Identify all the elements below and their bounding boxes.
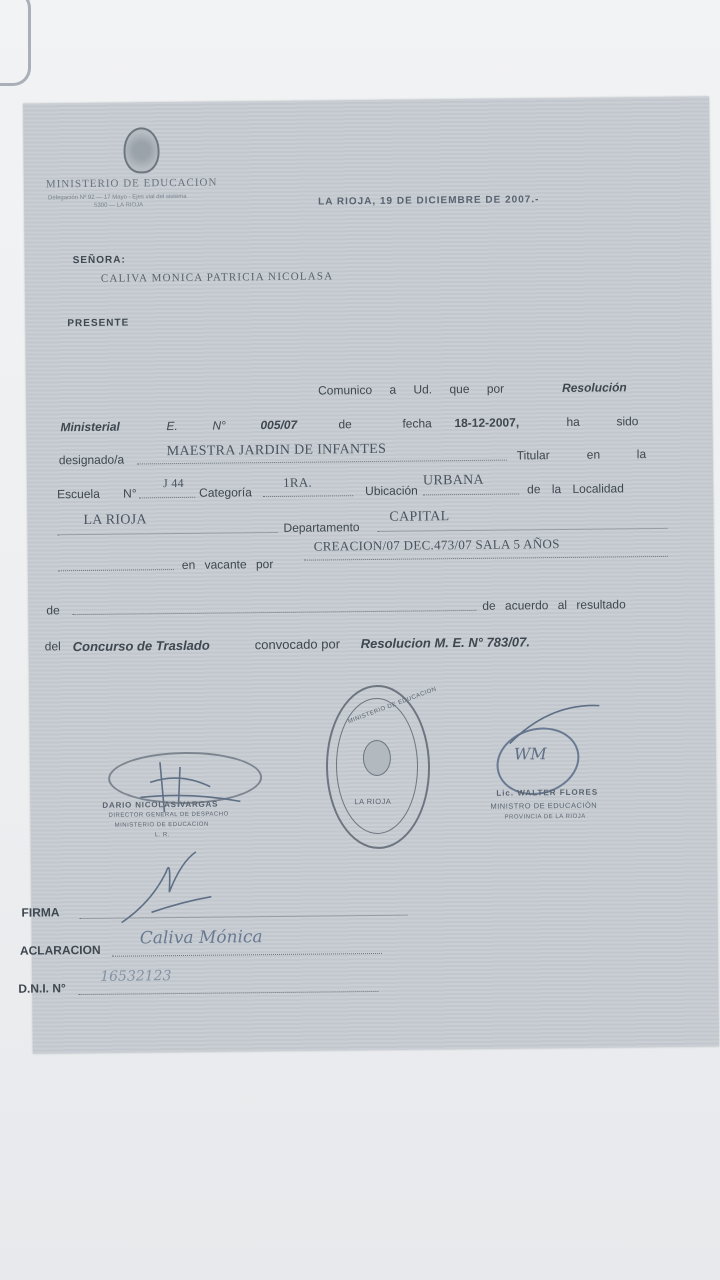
firma-label: FIRMA <box>21 905 60 920</box>
recipient-signature-icon <box>111 841 232 932</box>
left-signer-title-1: DIRECTOR GENERAL DE DESPACHO <box>108 811 229 819</box>
aclaracion-label: ACLARACION <box>19 942 101 958</box>
stamp-center-text: LA RIOJA <box>354 796 392 807</box>
stamp-ring-text: MINISTERIO DE EDUCACION <box>347 686 438 726</box>
ha-label: ha <box>566 414 580 429</box>
ministry-subtitle-2: 5300 — LA RIOJA <box>94 202 144 209</box>
left-signer-title-3: L. R. <box>154 832 170 839</box>
right-signer-title-1: MINISTRO DE EDUCACIÓN <box>490 800 598 811</box>
titular-label: Titular <box>516 448 550 463</box>
aclaracion-handwritten: Caliva Mónica <box>139 927 263 949</box>
vacante-label: en vacante por <box>181 557 274 572</box>
vacante-value: CREACION/07 DEC.473/07 SALA 5 AÑOS <box>313 536 560 554</box>
escuela-label: Escuela <box>57 486 100 502</box>
resolucion-traslado: Resolucion M. E. N° 783/07. <box>360 634 530 652</box>
designado-label: designado/a <box>58 452 125 468</box>
place-date: LA RIOJA, 19 DE DICIEMBRE DE 2007.- <box>318 194 540 208</box>
ubicacion-value: URBANA <box>422 472 485 489</box>
ubicacion-label: Ubicación <box>365 483 418 499</box>
localidad-label: de la Localidad <box>527 481 624 497</box>
en-label: en <box>586 447 601 462</box>
de-label: de <box>338 417 352 432</box>
escuela-n-label: N° <box>123 486 137 501</box>
coat-of-arms-icon <box>123 127 159 173</box>
body-line-1: Comunico a Ud. que por <box>317 381 505 398</box>
addressee-name: CALIVA MONICA PATRICIA NICOLASA <box>100 270 334 285</box>
concurso-text: Concurso de Traslado <box>72 637 210 655</box>
right-signer-name: Lic. WALTER FLORES <box>496 787 599 798</box>
acuerdo-text: de acuerdo al resultado <box>482 597 626 613</box>
e-label: E. <box>166 419 178 434</box>
resolution-number: 005/07 <box>260 417 298 433</box>
document-sheet <box>18 96 719 1053</box>
ministry-subtitle-1: Delegación Nº 92 — 17 Mayo - Ejes vial del sistema <box>48 193 187 202</box>
la-label: la <box>636 447 647 462</box>
dni-handwritten: 16532123 <box>100 968 172 985</box>
right-signer-title-2: PROVINCIA DE LA RIOJA <box>504 813 586 821</box>
paperclip <box>0 0 31 86</box>
del-label: del <box>44 639 61 654</box>
left-signature-icon <box>120 741 271 823</box>
categoria-label: Categoría <box>199 485 252 500</box>
ministerial-word: Ministerial <box>60 419 120 435</box>
departamento-label: Departamento <box>283 520 360 535</box>
categoria-value: 1RA. <box>282 474 313 490</box>
convocado-text: convocado por <box>254 636 341 653</box>
n-label: N° <box>212 418 226 433</box>
dni-label: D.N.I. N° <box>18 981 66 996</box>
de-label-2: de <box>46 603 60 618</box>
left-signer-title-2: MINISTERIO DE EDUCACION <box>114 821 209 829</box>
escuela-value: J 44 <box>162 475 184 491</box>
cargo-value: MAESTRA JARDIN DE INFANTES <box>166 441 387 460</box>
right-signature-initials: WM <box>513 744 547 764</box>
sido-label: sido <box>616 414 639 429</box>
presente-label: PRESENTE <box>67 317 130 330</box>
fecha-label: fecha <box>402 416 432 431</box>
left-signer-name: DARIO NICOLAS VARGAS <box>102 799 219 810</box>
resolucion-word: Resolución <box>561 380 627 395</box>
departamento-value: CAPITAL <box>389 509 450 525</box>
stamp-crest-icon <box>363 740 391 776</box>
resolution-date: 18-12-2007, <box>454 415 520 431</box>
localidad-value: LA RIOJA <box>83 512 147 529</box>
addressee-label: SEÑORA: <box>72 254 126 267</box>
ministry-title: MINISTERIO DE EDUCACION <box>45 176 218 191</box>
